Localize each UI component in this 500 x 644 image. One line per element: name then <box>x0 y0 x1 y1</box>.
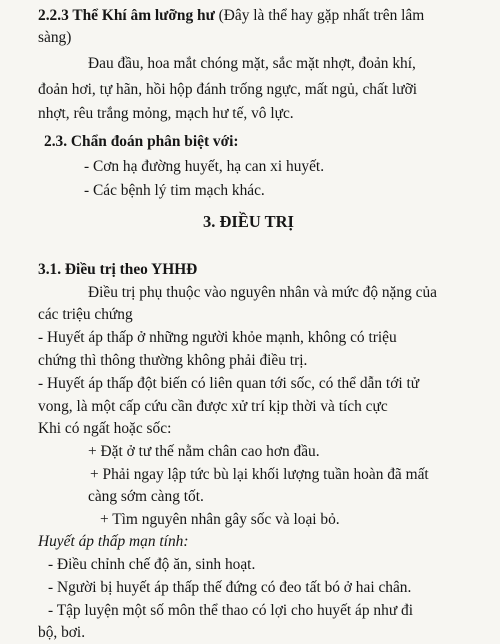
treatment-line-7: Khi có ngất hoặc sốc: <box>38 420 172 437</box>
treatment-line-5: - Huyết áp thấp đột biến có liên quan tới sốc, có thể dẫn tới tử <box>38 375 420 392</box>
treatment-line-11: + Tìm nguyên nhân gây sốc và loại bỏ. <box>100 511 340 528</box>
symptom-line-1: Đau đầu, hoa mắt chóng mặt, sắc mặt nhợt, đoản khí, <box>88 55 416 72</box>
chronic-item-3: - Tập luyện một số môn thể thao có lợi cho huyết áp như đi <box>48 602 413 619</box>
treatment-line-9: + Phải ngay lập tức bù lại khối lượng tuần hoàn đã mất <box>90 466 429 483</box>
section-2-2-3-line1 <box>38 6 424 26</box>
treatment-line-6: vong, là một cấp cứu cần được xử trí kịp thời và tích cực <box>38 398 388 415</box>
section-2-2-3-note: (Đây là thể hay gặp nhất trên lâm <box>218 7 425 24</box>
treatment-line-2: các triệu chứng <box>38 306 133 323</box>
section-2-2-3-heading: 2.2.3 Thể Khí âm lưỡng hư <box>38 7 215 24</box>
section-2-2-3-note-cont: sàng) <box>38 29 72 46</box>
treatment-line-3: - Huyết áp thấp ở những người khỏe mạnh, không có triệu <box>38 329 397 346</box>
treatment-line-1: Điều trị phụ thuộc vào nguyên nhân và mức độ nặng của <box>88 284 437 301</box>
chronic-heading: Huyết áp thấp mạn tính: <box>38 533 189 550</box>
section-3-1-heading: 3.1. Điều trị theo YHHĐ <box>38 261 198 278</box>
symptom-line-2: đoản hơi, tự hãn, hồi hộp đánh trống ngực, mất ngủ, chất lưỡi <box>38 81 417 98</box>
differential-item-2: - Các bệnh lý tim mạch khác. <box>84 182 265 199</box>
chronic-item-1: - Điều chỉnh chế độ ăn, sinh hoạt. <box>48 556 256 573</box>
treatment-line-10: càng sớm càng tốt. <box>88 488 204 505</box>
chronic-item-3-cont: bộ, bơi. <box>38 624 86 641</box>
treatment-line-8: + Đặt ở tư thế nằm chân cao hơn đầu. <box>88 443 320 460</box>
section-2-3-heading: 2.3. Chẩn đoán phân biệt với: <box>44 133 239 150</box>
treatment-line-4: chứng thì thông thường không phải điều trị. <box>38 352 308 369</box>
differential-item-1: - Cơn hạ đường huyết, hạ can xi huyết. <box>84 158 325 175</box>
section-3-heading: 3. ĐIỀU TRỊ <box>203 212 294 231</box>
symptom-line-3: nhợt, rêu trắng mỏng, mạch hư tế, vô lực. <box>38 105 294 122</box>
chronic-item-2: - Người bị huyết áp thấp thế đứng có đeo tất bó ở hai chân. <box>48 579 412 596</box>
